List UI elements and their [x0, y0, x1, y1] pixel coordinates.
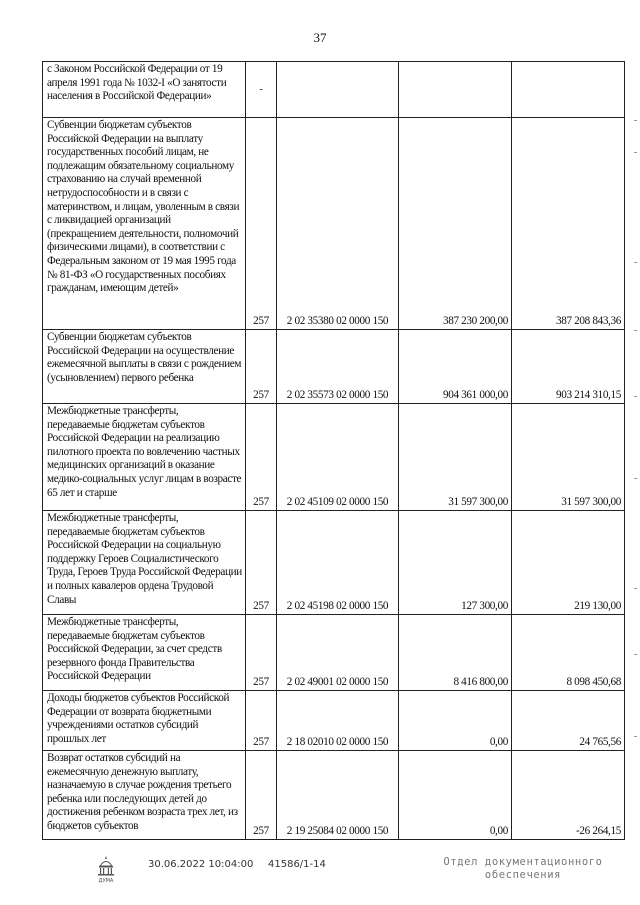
margin-tick: [634, 478, 637, 479]
row-plan: 904 361 000,00: [399, 330, 512, 404]
row-kbk: 2 02 45198 02 0000 150: [277, 511, 399, 615]
table-row: [43, 118, 625, 330]
row-plan: 8 416 800,00: [399, 615, 512, 691]
table-row: [43, 691, 625, 751]
row-code: 257: [246, 404, 277, 511]
row-kbk: 2 02 49001 02 0000 150: [277, 615, 399, 691]
table-row: [43, 615, 625, 691]
row-plan: 387 230 200,00: [399, 118, 512, 330]
table-row: [43, 404, 625, 511]
row-code: 257: [246, 118, 277, 330]
page-number: 37: [313, 30, 327, 45]
row-plan: [399, 62, 512, 118]
table-row: [43, 62, 625, 118]
row-code: 257: [246, 511, 277, 615]
row-fact: [512, 62, 625, 118]
row-code: 257: [246, 691, 277, 751]
footer-doc-id: 41586/1-14: [268, 859, 326, 870]
margin-tick: [634, 120, 637, 121]
row-description: Межбюджетные трансферты, передаваемые бюджетам субъектов Российской Федерации на реализацию пилотного проекта по вовлечению частных медицинских организаций в оказание медико-социальных услуг лицам в возрасте 65 лет и старше: [43, 404, 246, 511]
row-kbk: 2 19 25084 02 0000 150: [277, 751, 399, 840]
row-kbk: 2 02 35573 02 0000 150: [277, 330, 399, 404]
row-description: с Законом Российской Федерации от 19 апреля 1991 года № 1032-I «О занятости населения в Российской Федерации»: [43, 62, 246, 118]
margin-tick: [634, 396, 637, 397]
row-fact: -26 264,15: [512, 751, 625, 840]
row-description: Межбюджетные трансферты, передаваемые бюджетам субъектов Российской Федерации, за счет средств резервного фонда Правительства Российской Федерации: [43, 615, 246, 691]
department-stamp: [438, 856, 608, 882]
row-description: Субвенции бюджетам субъектов Российской Федерации на выплату государственных пособий лицам, не подлежащим обязательному социальному страхованию на случай временной нетрудоспособности и в связи с материнством, и лицам, уволенным в связи с ликвидацией организаций (прекращением деятельности, полномочий физическими лицами), в соответствии с Федеральным законом от 19 мая 1995 года № 81-ФЗ «О государственных пособиях гражданам, имеющим детей»: [43, 118, 246, 330]
row-kbk: 2 02 35380 02 0000 150: [277, 118, 399, 330]
duma-logo-icon: [94, 854, 118, 884]
margin-tick: [634, 152, 637, 153]
margin-tick: [634, 330, 637, 331]
row-description: Субвенции бюджетам субъектов Российской Федерации на осуществление ежемесячной выплаты в связи с рождением (усыновлением) первого ребенка: [43, 330, 246, 404]
footer-datetime: 30.06.2022 10:04:00: [148, 859, 254, 870]
row-fact: 387 208 843,36: [512, 118, 625, 330]
table-row: [43, 751, 625, 840]
row-description: Возврат остатков субсидий на ежемесячную денежную выплату, назначаемую в случае рождения третьего ребенка или последующих детей до достижения ребенком возраста трех лет, из бюджетов субъектов: [43, 751, 246, 840]
row-code: 257: [246, 330, 277, 404]
table-row: [43, 330, 625, 404]
row-kbk: [277, 62, 399, 118]
row-plan: 127 300,00: [399, 511, 512, 615]
logo-text: ДУМА: [98, 878, 114, 884]
row-fact: 8 098 450,68: [512, 615, 625, 691]
row-fact: 219 130,00: [512, 511, 625, 615]
row-fact: 903 214 310,15: [512, 330, 625, 404]
row-fact: 31 597 300,00: [512, 404, 625, 511]
table-row: [43, 511, 625, 615]
row-code: 257: [246, 751, 277, 840]
stamp-line-1: Отдел документационного: [443, 856, 603, 868]
revenue-table: [42, 61, 625, 840]
margin-tick: [634, 736, 637, 737]
row-plan: 0,00: [399, 751, 512, 840]
row-code: -: [246, 62, 277, 118]
row-description: Доходы бюджетов субъектов Российской Федерации от возврата бюджетными учреждениями остатков субсидий прошлых лет: [43, 691, 246, 751]
row-plan: 31 597 300,00: [399, 404, 512, 511]
margin-tick: [634, 654, 637, 655]
margin-tick: [634, 262, 637, 263]
row-kbk: 2 18 02010 02 0000 150: [277, 691, 399, 751]
row-code: 257: [246, 615, 277, 691]
row-fact: 24 765,56: [512, 691, 625, 751]
stamp-line-2: обеспечения: [484, 869, 562, 881]
row-kbk: 2 02 45109 02 0000 150: [277, 404, 399, 511]
margin-tick: [634, 588, 637, 589]
row-plan: 0,00: [399, 691, 512, 751]
row-description: Межбюджетные трансферты, передаваемые бюджетам субъектов Российской Федерации на социальную поддержку Героев Социалистического Труда, Героев Труда Российской Федерации и полных кавалеров ордена Трудовой Славы: [43, 511, 246, 615]
